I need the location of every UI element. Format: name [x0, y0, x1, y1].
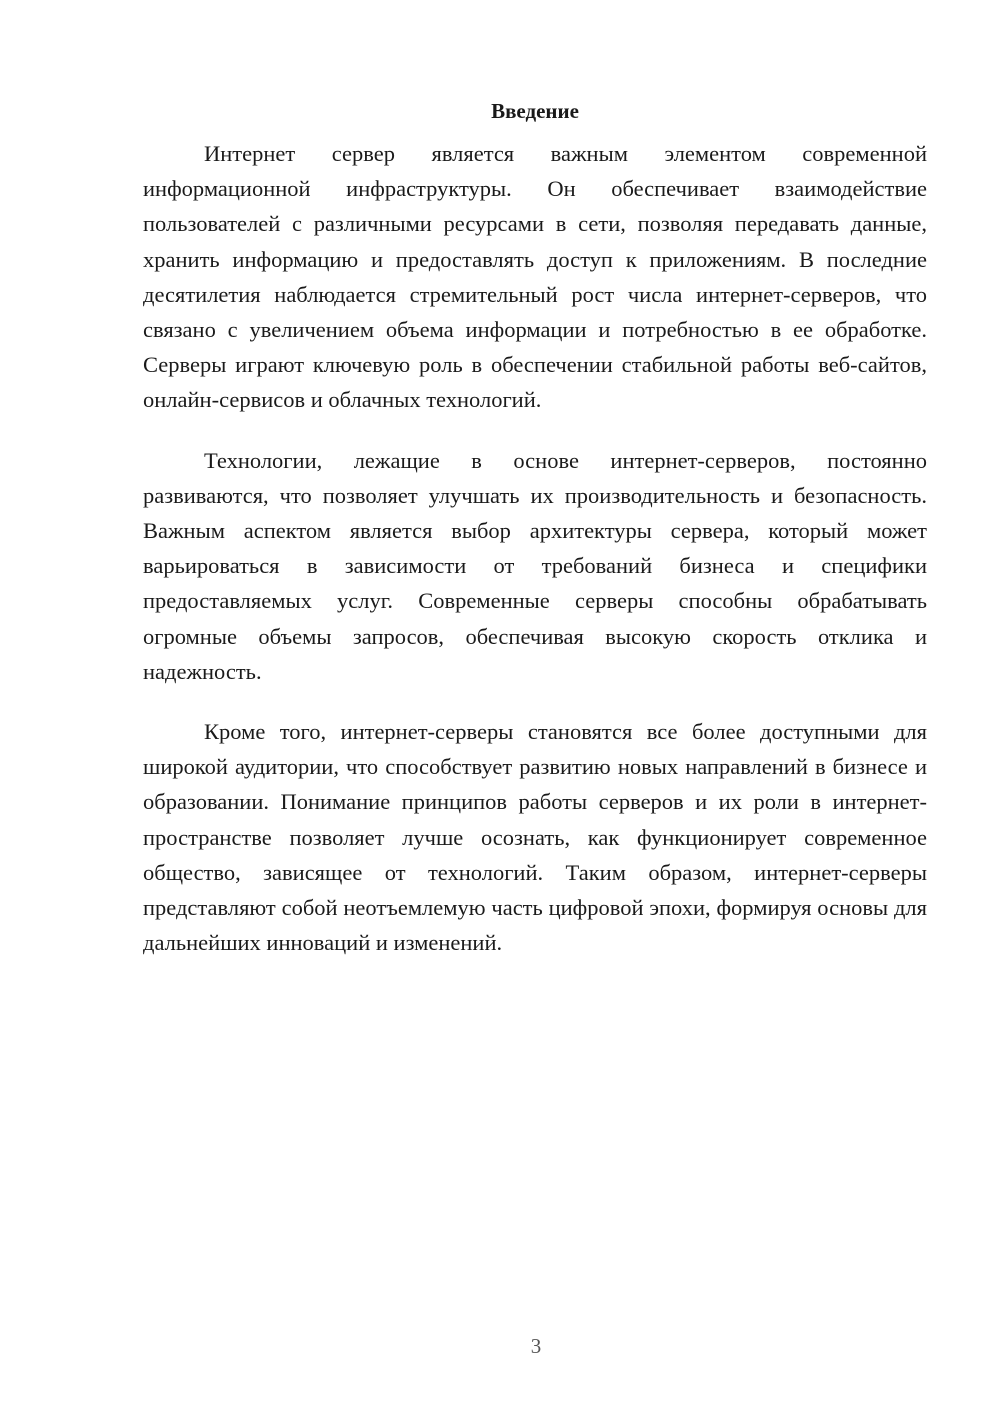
page-content — [143, 96, 927, 985]
paragraph-3: Кроме того, интернет-серверы становятся все более доступными для широкой аудитории, что способствует развитию новых направлений в бизнесе и образовании. Понимание принципов работы серверов и их роли в интернет-пространстве позволяет лучше осознать, как функционирует современное общество, зависящее от технологий. Таким образом, интернет-серверы представляют собой неотъемлемую часть цифровой эпохи, формируя основы для дальнейших инноваций и изменений. — [143, 719, 927, 956]
page-number: 3 — [530, 1334, 542, 1358]
paragraph-2: Технологии, лежащие в основе интернет-серверов, постоянно развиваются, что позволяет улучшать их производительность и безопасность. Важным аспектом является выбор архитектуры сервера, который может варьироваться в зависимости от требований бизнеса и специфики предоставляемых услуг. Современные серверы способны обрабатывать огромные объемы запросов, обеспечивая высокую скорость отклика и надежность. — [143, 447, 927, 684]
paragraph-1: Интернет сервер является важным элементом современной информационной инфраструктуры. Он обеспечивает взаимодействие пользователей с различными ресурсами в сети, позволяя передавать данные, хранить информацию и предоставлять доступ к приложениям. В последние десятилетия наблюдается стремительный рост числа интернет-серверов, что связано с увеличением объема информации и потребностью в ее обработке. Серверы играют ключевую роль в обеспечении стабильной работы веб-сайтов, онлайн-сервисов и облачных технологий. — [143, 141, 927, 413]
section-heading: Введение — [491, 99, 579, 123]
